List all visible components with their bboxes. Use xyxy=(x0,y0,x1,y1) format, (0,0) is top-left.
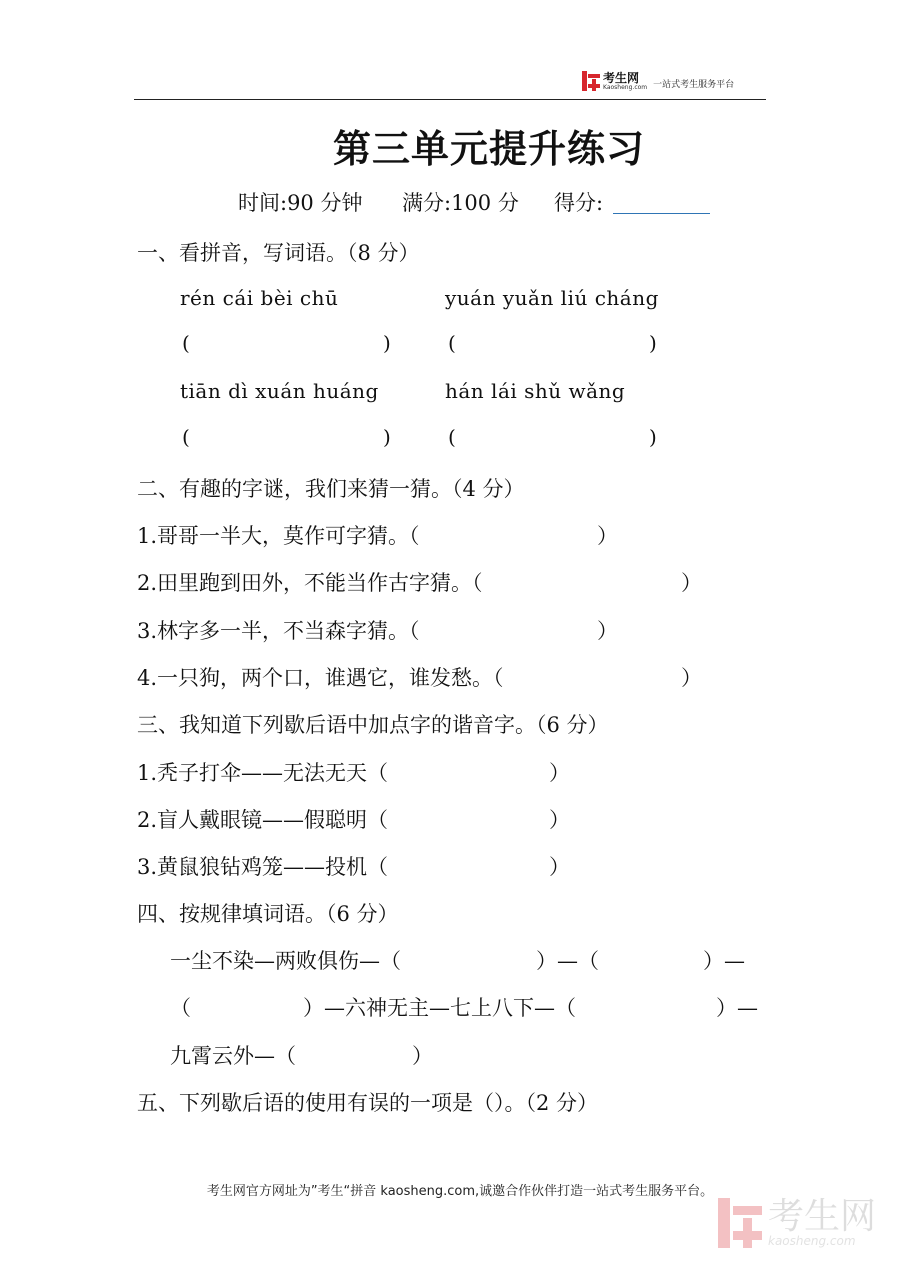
pinyin-3: tiān dì xuán huáng xyxy=(180,379,379,403)
logo-name: 考生网 xyxy=(603,70,640,85)
riddle-2-close: ） xyxy=(681,571,702,595)
answer-close-2: ) xyxy=(649,331,658,355)
answer-close-1: ) xyxy=(383,331,392,355)
section-1-heading: 一、看拼音，写词语。（8 分） xyxy=(137,241,420,265)
pinyin-2: yuán yuǎn liú cháng xyxy=(445,286,659,310)
full-score: 满分:100 分 xyxy=(402,191,519,215)
logo-url: Kaosheng.com xyxy=(603,83,648,91)
watermark-logo-icon xyxy=(718,1198,762,1248)
watermark-url: kaosheng.com xyxy=(768,1234,856,1248)
riddle-2: 2.田里跑到田外，不能当作古字猜。（ xyxy=(137,571,483,595)
pattern-line-1c: ）— xyxy=(703,949,745,973)
answer-open-4: ( xyxy=(448,425,457,449)
answer-open-2: ( xyxy=(448,331,457,355)
section-4-heading: 四、按规律填词语。（6 分） xyxy=(137,902,399,926)
riddle-3-close: ） xyxy=(597,619,618,643)
answer-close-3: ) xyxy=(383,425,392,449)
riddle-1-close: ） xyxy=(597,524,618,548)
footer-note: 考生网官方网址为”考生“拼音 kaosheng.com,诚邀合作伙伴打造一站式考生服务平台。 xyxy=(206,1184,714,1199)
answer-open-3: ( xyxy=(182,425,191,449)
section-3-heading: 三、我知道下列歇后语中加点字的谐音字。（6 分） xyxy=(137,713,609,737)
riddle-4: 4.一只狗，两个口，谁遇它，谁发愁。（ xyxy=(137,666,504,690)
header-divider xyxy=(134,99,766,100)
xiehouyu-2: 2.盲人戴眼镜——假聪明（ xyxy=(137,808,389,832)
score-label: 得分: xyxy=(554,191,604,215)
score-blank[interactable] xyxy=(613,213,710,214)
pattern-line-2c: ）— xyxy=(716,996,758,1020)
answer-close-4: ) xyxy=(649,425,658,449)
pattern-line-3b: ） xyxy=(412,1044,433,1068)
watermark xyxy=(718,1198,876,1248)
kaosheng-logo-icon xyxy=(582,71,600,91)
pinyin-4: hán lái shǔ wǎng xyxy=(445,379,626,403)
pattern-line-2a: （ xyxy=(170,996,191,1020)
riddle-4-close: ） xyxy=(681,666,702,690)
header-slogan: 一站式考生服务平台 xyxy=(653,79,735,90)
section-5-heading: 五、下列歇后语的使用有误的一项是（）。（2 分） xyxy=(137,1091,599,1115)
pattern-line-1b: ）—（ xyxy=(536,949,599,973)
riddle-3: 3.林字多一半，不当森字猜。（ xyxy=(137,619,420,643)
pattern-line-1a: 一尘不染—两败俱伤—（ xyxy=(170,949,401,973)
pattern-line-3a: 九霄云外—（ xyxy=(170,1044,296,1068)
exam-time: 时间:90 分钟 xyxy=(238,191,363,215)
xiehouyu-3-close: ） xyxy=(549,855,570,879)
section-2-heading: 二、有趣的字谜，我们来猜一猜。（4 分） xyxy=(137,477,525,501)
answer-open-1: ( xyxy=(182,331,191,355)
xiehouyu-1: 1.秃子打伞——无法无天（ xyxy=(137,761,389,785)
xiehouyu-3: 3.黄鼠狼钻鸡笼——投机（ xyxy=(137,855,389,879)
pinyin-1: rén cái bèi chū xyxy=(180,286,339,310)
pattern-line-2b: ）—六神无主—七上八下—（ xyxy=(303,996,576,1020)
xiehouyu-2-close: ） xyxy=(549,808,570,832)
watermark-name: 考生网 xyxy=(768,1196,877,1237)
page-title: 第三单元提升练习 xyxy=(332,127,645,171)
riddle-1: 1.哥哥一半大，莫作可字猜。（ xyxy=(137,524,420,548)
xiehouyu-1-close: ） xyxy=(549,761,570,785)
header-logo xyxy=(582,69,734,93)
